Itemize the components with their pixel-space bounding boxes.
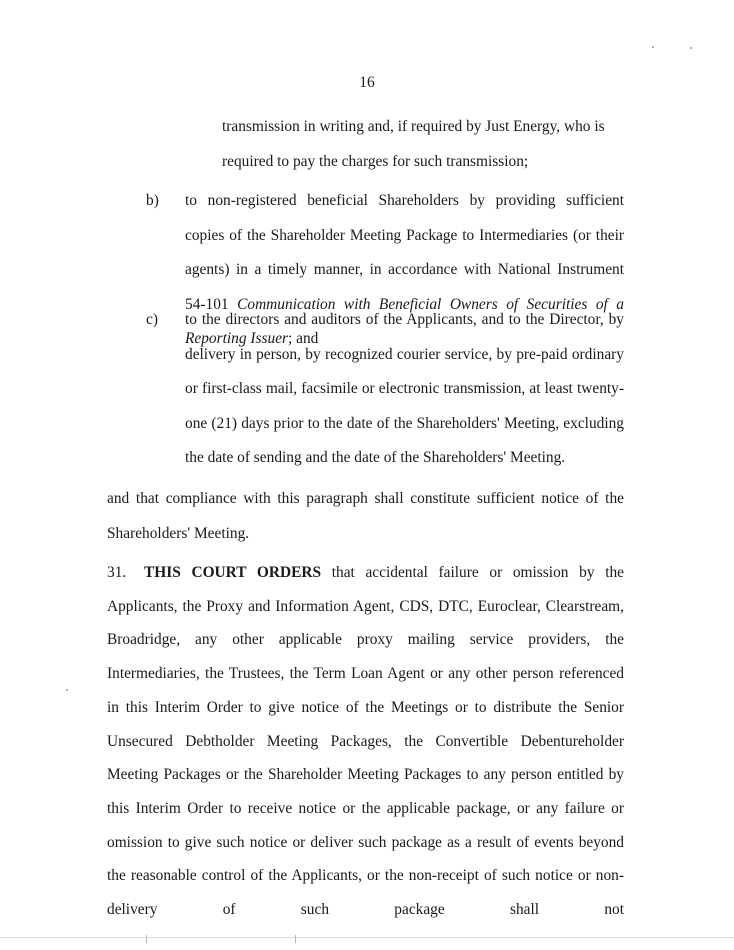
paragraph-body: that accidental failure or omission by the Applicants, the Proxy and Information Agent, CDS, DTC, Euroclear, Clearstream, Broadridge, any other applicable proxy mailing service providers, the Intermediaries, the Trustees, the Term Loan Agent or any other person referenced in this Interim Order to give notice of the Meetings or to distribute the Senior Unsecured Debtholder Meeting Packages, the Convertible Debentureholder Meeting Packages or the Shareholder Meeting Packages to any person entitled by this Interim Order to receive notice or the applicable package, or any failure or omission to give such notice or deliver such package as a result of events beyond the reasonable control of the Applicants, or the non-receipt of such notice or non-delivery of such package shall not [107, 564, 625, 919]
list-item-text-part: to non-registered beneficial Shareholders by providing sufficient copies of the Shareholder Meeting Package to Intermediaries (or their agents) in a timely manner, in accordance with National Instrument 54-101 [185, 192, 624, 313]
paragraph-31 [107, 556, 624, 927]
list-item-text-part: ; and [288, 330, 319, 347]
scan-artifact-tick [146, 935, 147, 943]
list-item-c [146, 303, 624, 476]
scan-speck [66, 689, 68, 691]
scan-artifact-tick [295, 935, 296, 943]
list-item-label: b) [146, 192, 159, 209]
scan-speck [652, 46, 654, 48]
list-item-label: c) [146, 311, 158, 328]
court-orders-heading: THIS COURT ORDERS [144, 564, 322, 581]
scan-speck [690, 47, 692, 49]
paragraph-number: 31. [107, 564, 127, 581]
instrument-title: Communication with Beneficial Owners of Securities of a Reporting Issuer [185, 295, 624, 347]
list-item-text: to the directors and auditors of the Applicants, and to the Director, by delivery in person, by recognized courier service, by pre-paid ordinary or first-class mail, facsimile or electronic transmission, at least twenty-one (21) days prior to the date of the Shareholders' Meeting, excluding the date of sending and the date of the Shareholders' Meeting. [185, 311, 624, 466]
continuation-text: transmission in writing and, if required by Just Energy, who is required to pay the charges for such transmission; [222, 118, 605, 170]
page-number: 16 [359, 74, 375, 91]
scan-artifact-line [0, 937, 734, 938]
paragraph-tail: and that compliance with this paragraph shall constitute sufficient notice of the Shareholders' Meeting. [107, 490, 624, 542]
